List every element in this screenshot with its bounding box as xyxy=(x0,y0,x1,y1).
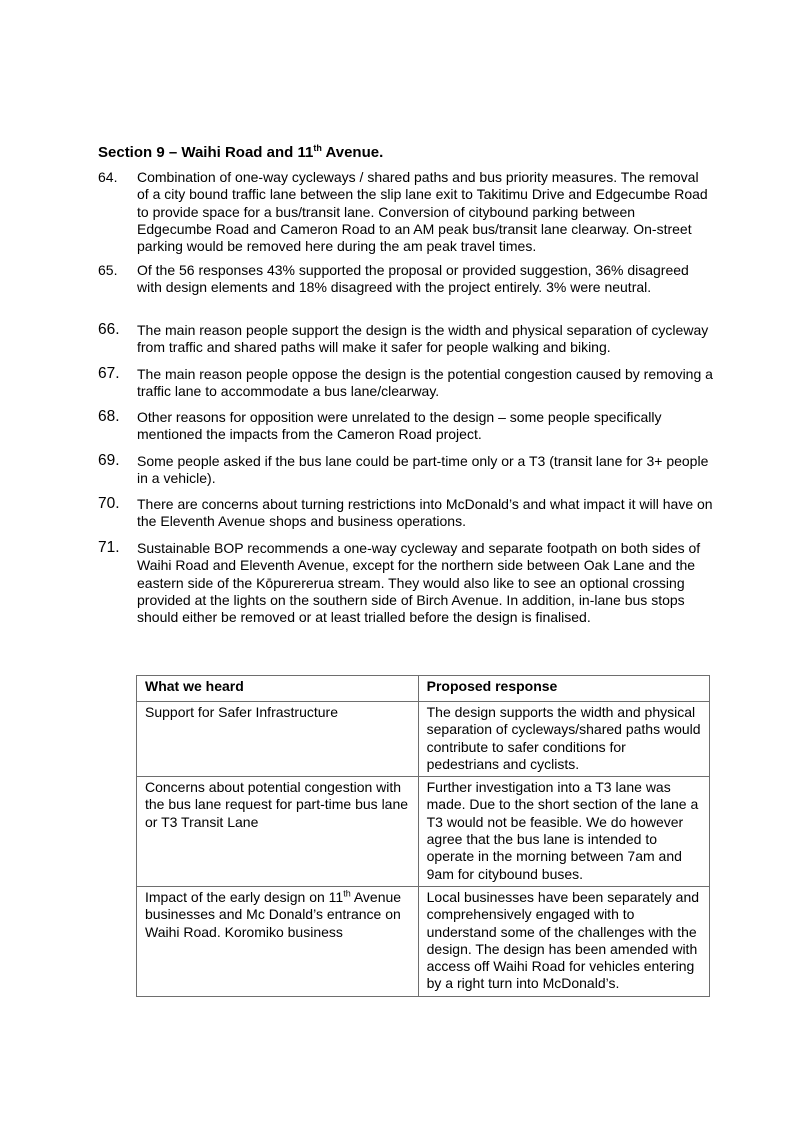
paragraph-number: 64. xyxy=(98,169,118,185)
table-cell-response: The design supports the width and physical separation of cycleways/shared paths would contribute to safer conditions for pedestrians and cyclists. xyxy=(418,702,709,777)
paragraph-number: 70. xyxy=(98,495,120,512)
paragraph-text: Some people asked if the bus lane could be part-time only or a T3 (transit lane for 3+ people in a vehicle). xyxy=(137,453,709,487)
cell-text-prefix: Impact of the early design on 11 xyxy=(145,888,344,905)
table-row xyxy=(137,886,710,996)
table-cell-heard xyxy=(137,886,419,996)
section-heading-sup: th xyxy=(313,143,322,153)
table-cell-heard: Concerns about potential congestion with the bus lane request for part-time bus lane or T3 Transit Lane xyxy=(137,777,419,887)
paragraph-number: 71. xyxy=(98,539,120,556)
paragraph-number: 65. xyxy=(98,262,118,278)
column-header-heard: What we heard xyxy=(137,676,419,702)
paragraph-text: The main reason people oppose the design is the potential congestion caused by removing a traffic lane to accommodate a bus lane/clearway. xyxy=(137,366,713,400)
cell-text-sup: th xyxy=(343,888,351,899)
paragraph-number: 69. xyxy=(98,452,120,469)
table-row xyxy=(137,702,710,777)
paragraph-text: Sustainable BOP recommends a one-way cycleway and separate footpath on both sides of Waihi Road and Eleventh Avenue, except for the northern side between Oak Lane and the eastern side of the Kōpurererua stream. They would also like to see an optional crossing provided at the lights on the southern side of Birch Avenue. In addition, in-lane bus stops should either be removed or at least trialled before the design is finalised. xyxy=(137,540,701,626)
section-heading xyxy=(98,143,383,163)
table-cell-response: Local businesses have been separately and comprehensively engaged with to understand some of the challenges with the design. The design has been amended with access off Waihi Road for vehicles entering by a right turn into McDonald’s. xyxy=(418,886,709,996)
table-row xyxy=(137,777,710,887)
paragraph-number: 68. xyxy=(98,408,120,425)
paragraph-number: 66. xyxy=(98,321,120,338)
paragraph-text: Other reasons for opposition were unrelated to the design – some people specifically mentioned the impacts from the Cameron Road project. xyxy=(137,409,662,443)
paragraph-text: The main reason people support the design is the width and physical separation of cycleway from traffic and shared paths will make it safer for people walking and biking. xyxy=(137,322,709,356)
table-cell-response: Further investigation into a T3 lane was made. Due to the short section of the lane a T3 would not be feasible. We do however agree that the bus lane is intended to operate in the morning between 7am and 9am for citybound buses. xyxy=(418,777,709,887)
section-heading-prefix: Section 9 – Waihi Road and 11 xyxy=(98,144,314,161)
paragraph-number: 67. xyxy=(98,365,120,382)
cell-text-suffix: Avenue businesses and Mc Donald’s entrance on Waihi Road. Koromiko business xyxy=(145,888,402,940)
table-header-row xyxy=(137,676,710,702)
feedback-table xyxy=(136,675,710,997)
column-header-response: Proposed response xyxy=(418,676,709,702)
paragraph-text: Combination of one-way cycleways / shared paths and bus priority measures. The removal of a city bound traffic lane between the slip lane exit to Takitimu Drive and Edgecumbe Road to provide space for a bus/transit lane. Conversion of citybound parking between Edgecumbe Road and Cameron Road to an AM peak bus/transit lane clearway. On-street parking would be removed here during the am peak travel times. xyxy=(137,169,708,255)
paragraph-text: Of the 56 responses 43% supported the proposal or provided suggestion, 36% disagreed with design elements and 18% disagreed with the project entirely. 3% were neutral. xyxy=(137,262,689,296)
table-cell-heard: Support for Safer Infrastructure xyxy=(137,702,419,777)
section-heading-suffix: Avenue. xyxy=(321,144,384,161)
paragraph-text: There are concerns about turning restrictions into McDonald’s and what impact it will have on the Eleventh Avenue shops and business operations. xyxy=(137,496,713,530)
